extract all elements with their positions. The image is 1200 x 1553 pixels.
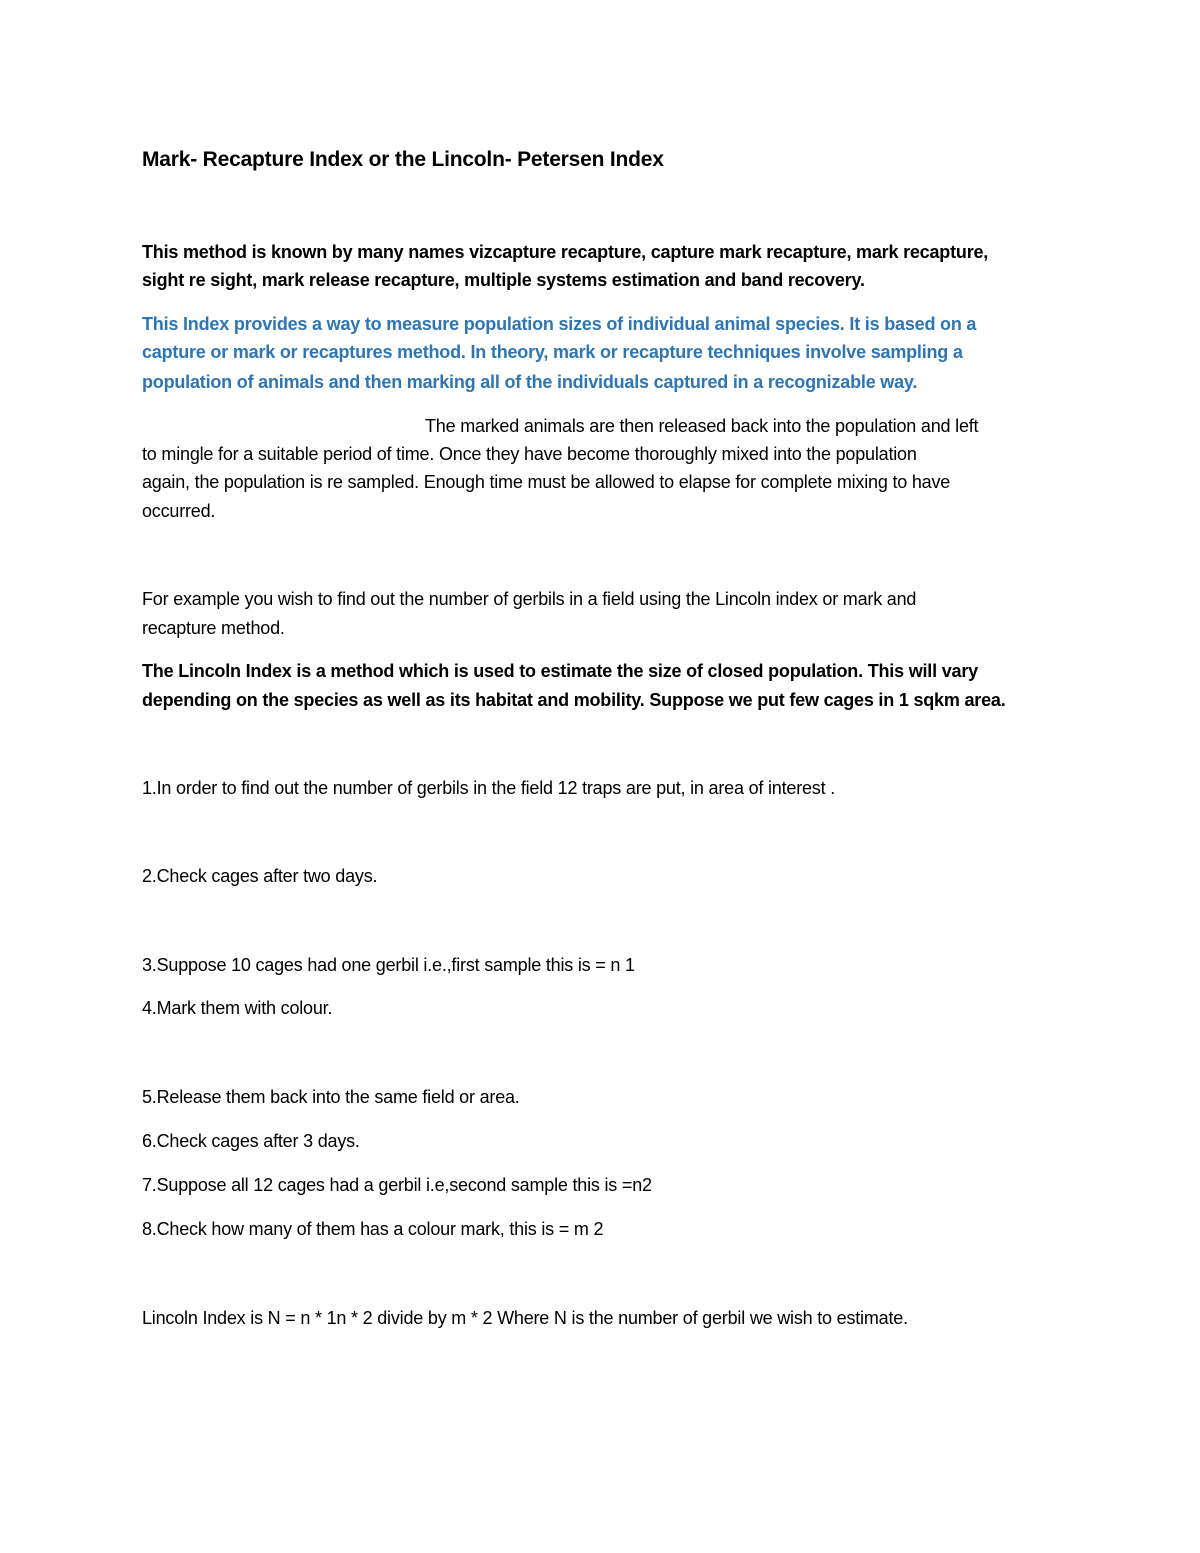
document-title: Mark- Recapture Index or the Lincoln- Petersen Index [142, 148, 664, 171]
example-paragraph-line-1: For example you wish to find out the number of gerbils in a field using the Lincoln index or mark and [142, 589, 917, 609]
intro-blue-line-3: population of animals and then marking all of the individuals captured in a recognizable way. [142, 372, 918, 392]
release-paragraph-line-1: The marked animals are then released back into the population and left [425, 416, 979, 436]
intro-blue-line-1: This Index provides a way to measure population sizes of individual animal species. It is based on a [142, 314, 977, 334]
step-2: 2.Check cages after two days. [142, 866, 378, 886]
lincoln-bold-line-1: The Lincoln Index is a method which is used to estimate the size of closed population. This will vary [142, 661, 978, 681]
intro-bold-line-2: sight re sight, mark release recapture, multiple systems estimation and band recovery. [142, 270, 865, 290]
release-paragraph-line-4: occurred. [142, 501, 216, 521]
intro-blue-line-2: capture or mark or recaptures method. In theory, mark or recapture techniques involve sampling a [142, 342, 963, 362]
release-paragraph-line-2: to mingle for a suitable period of time. Once they have become thoroughly mixed into the population [142, 444, 917, 464]
release-paragraph-line-3: again, the population is re sampled. Enough time must be allowed to elapse for complete mixing to have [142, 472, 951, 492]
step-5: 5.Release them back into the same field or area. [142, 1087, 520, 1107]
lincoln-formula: Lincoln Index is N = n * 1n * 2 divide by m * 2 Where N is the number of gerbil we wish to estimate. [142, 1308, 908, 1328]
step-6: 6.Check cages after 3 days. [142, 1131, 360, 1151]
step-4: 4.Mark them with colour. [142, 998, 333, 1018]
step-7: 7.Suppose all 12 cages had a gerbil i.e,second sample this is =n2 [142, 1175, 652, 1195]
example-paragraph-line-2: recapture method. [142, 618, 285, 638]
step-8: 8.Check how many of them has a colour mark, this is = m 2 [142, 1219, 604, 1239]
lincoln-bold-line-2: depending on the species as well as its habitat and mobility. Suppose we put few cages in 1 sqkm area. [142, 690, 1006, 710]
step-3: 3.Suppose 10 cages had one gerbil i.e.,first sample this is = n 1 [142, 955, 635, 975]
intro-bold-line-1: This method is known by many names vizcapture recapture, capture mark recapture, mark recapture, [142, 242, 989, 262]
step-1: 1.In order to find out the number of gerbils in the field 12 traps are put, in area of interest . [142, 778, 836, 798]
